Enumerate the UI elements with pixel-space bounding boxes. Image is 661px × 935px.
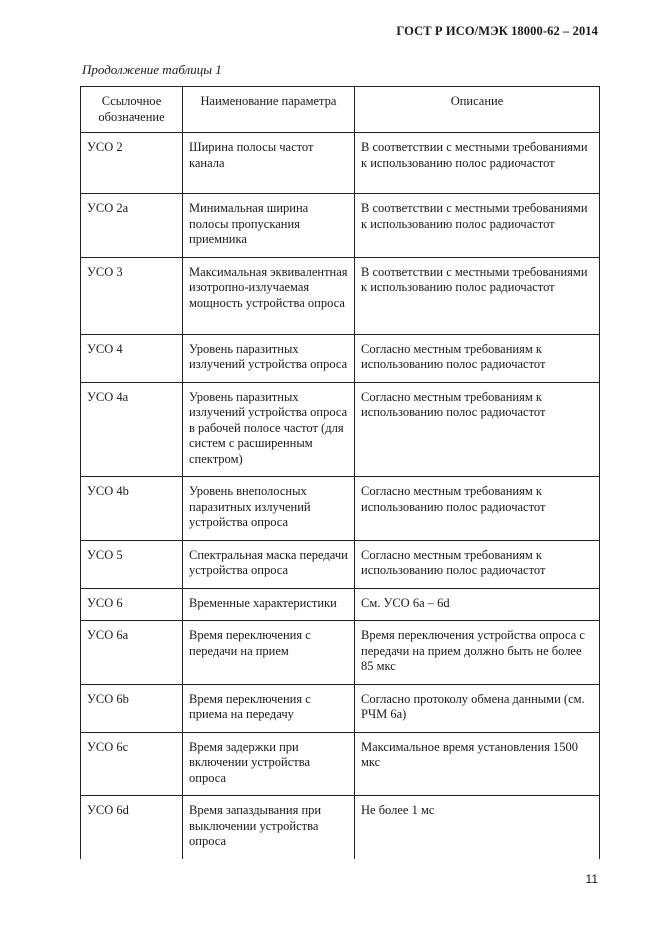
cell-ref: УСО 3 bbox=[81, 257, 183, 334]
cell-ref: УСО 6b bbox=[81, 684, 183, 732]
cell-ref: УСО 4b bbox=[81, 477, 183, 541]
column-header-ref: Ссылочное обозначение bbox=[81, 87, 183, 133]
table-row bbox=[81, 684, 600, 732]
table-row bbox=[81, 796, 600, 859]
cell-name: Время переключения с передачи на прием bbox=[183, 621, 355, 685]
cell-name: Время запаздывания при выключении устройства опроса bbox=[183, 796, 355, 859]
cell-description: Согласно протоколу обмена данными (см. РЧМ 6а) bbox=[355, 684, 600, 732]
cell-name: Временные характеристики bbox=[183, 588, 355, 621]
cell-description: См. УСО 6а – 6d bbox=[355, 588, 600, 621]
table-row bbox=[81, 540, 600, 588]
column-header-name: Наименование параметра bbox=[183, 87, 355, 133]
cell-ref: УСО 6а bbox=[81, 621, 183, 685]
cell-name: Максимальная эквивалентная изотропно-излучаемая мощность устройства опроса bbox=[183, 257, 355, 334]
cell-ref: УСО 2а bbox=[81, 194, 183, 258]
table-header-row bbox=[81, 87, 600, 133]
cell-name: Уровень внеполосных паразитных излучений устройства опроса bbox=[183, 477, 355, 541]
table-row bbox=[81, 477, 600, 541]
table-caption: Продолжение таблицы 1 bbox=[82, 62, 222, 77]
cell-ref: УСО 6 bbox=[81, 588, 183, 621]
cell-ref: УСО 4а bbox=[81, 382, 183, 477]
cell-description: В соответствии с местными требованиями к использованию полос радиочастот bbox=[355, 133, 600, 194]
cell-description: В соответствии с местными требованиями к использованию полос радиочастот bbox=[355, 194, 600, 258]
cell-name: Минимальная ширина полосы пропускания приемника bbox=[183, 194, 355, 258]
table-row bbox=[81, 133, 600, 194]
cell-description: Не более 1 мс bbox=[355, 796, 600, 859]
cell-description: Согласно местным требованиям к использованию полос радиочастот bbox=[355, 334, 600, 382]
table-row bbox=[81, 621, 600, 685]
cell-ref: УСО 5 bbox=[81, 540, 183, 588]
cell-description: Время переключения устройства опроса с передачи на прием должно быть не более 85 мкс bbox=[355, 621, 600, 685]
cell-name: Время задержки при включении устройства опроса bbox=[183, 732, 355, 796]
table-row bbox=[81, 732, 600, 796]
document-header: ГОСТ Р ИСО/МЭК 18000-62 – 2014 bbox=[396, 24, 598, 38]
cell-ref: УСО 2 bbox=[81, 133, 183, 194]
table-row bbox=[81, 588, 600, 621]
cell-name: Ширина полосы частот канала bbox=[183, 133, 355, 194]
cell-description: В соответствии с местными требованиями к использованию полос радиочастот bbox=[355, 257, 600, 334]
table-row bbox=[81, 334, 600, 382]
cell-name: Спектральная маска передачи устройства опроса bbox=[183, 540, 355, 588]
cell-description: Согласно местным требованиям к использованию полос радиочастот bbox=[355, 540, 600, 588]
table-row bbox=[81, 194, 600, 258]
cell-ref: УСО 4 bbox=[81, 334, 183, 382]
table-row bbox=[81, 382, 600, 477]
parameters-table bbox=[80, 86, 600, 859]
table-row bbox=[81, 257, 600, 334]
cell-name: Уровень паразитных излучений устройства опроса bbox=[183, 334, 355, 382]
cell-ref: УСО 6с bbox=[81, 732, 183, 796]
cell-description: Максимальное время установления 1500 мкс bbox=[355, 732, 600, 796]
column-header-description: Описание bbox=[355, 87, 600, 133]
cell-name: Уровень паразитных излучений устройства опроса в рабочей полосе частот (для систем с расширенным спектром) bbox=[183, 382, 355, 477]
page-number: 11 bbox=[585, 872, 598, 886]
cell-description: Согласно местным требованиям к использованию полос радиочастот bbox=[355, 477, 600, 541]
cell-name: Время переключения с приема на передачу bbox=[183, 684, 355, 732]
cell-description: Согласно местным требованиям к использованию полос радиочастот bbox=[355, 382, 600, 477]
cell-ref: УСО 6d bbox=[81, 796, 183, 859]
